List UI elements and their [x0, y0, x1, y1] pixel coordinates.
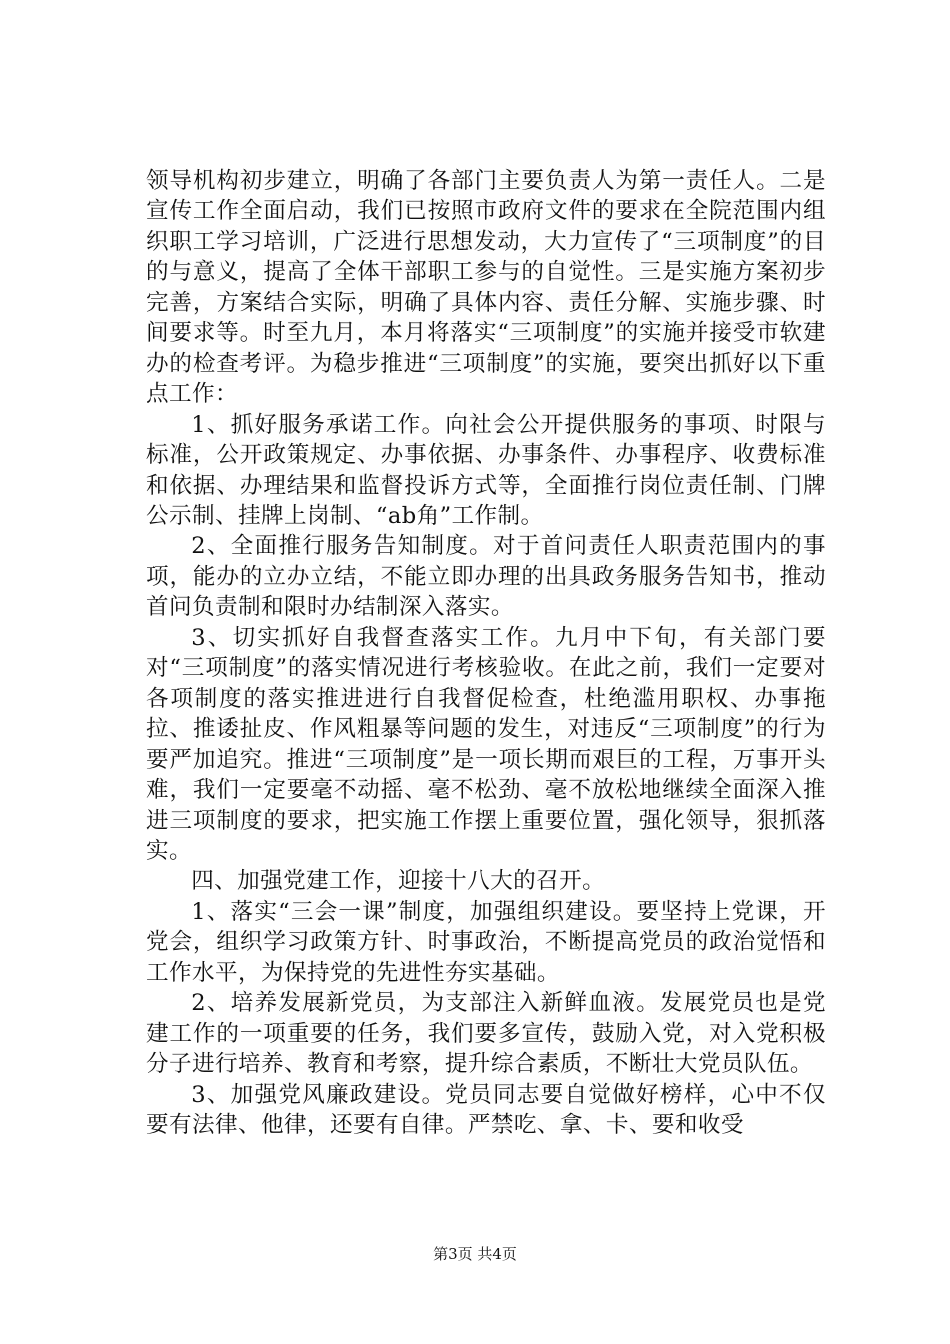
paragraph-4: 3、切实抓好自我督查落实工作。九月中下旬，有关部门要对“三项制度”的落实情况进行考核验收。在此之前，我们一定要对各项制度的落实推进进行自我督促检查，杜绝滥用职权、办事拖拉、推诿扯皮、作风粗暴等问题的发生，对违反“三项制度”的行为要严加追究。推进“三项制度”是一项长期而艰巨的工程，万事开头难，我们一定要毫不动摇、毫不松劲、毫不放松地继续全面深入推进三项制度的要求，把实施工作摆上重要位置，强化领导，狠抓落实。 — [146, 624, 826, 864]
page-number-footer: 第3页 共4页 — [433, 1245, 517, 1263]
paragraph-5: 1、落实“三会一课”制度，加强组织建设。要坚持上党课，开党会，组织学习政策方针、时事政治，不断提高党员的政治觉悟和工作水平，为保持党的先进性夯实基础。 — [146, 898, 826, 986]
paragraph-7: 3、加强党风廉政建设。党员同志要自觉做好榜样，心中不仅要有法律、他律，还要有自律。严禁吃、拿、卡、要和收受 — [146, 1081, 826, 1139]
document-body — [146, 166, 826, 1141]
paragraph-2: 1、抓好服务承诺工作。向社会公开提供服务的事项、时限与标准，公开政策规定、办事依据、办事条件、办事程序、收费标准和依据、办理结果和监督投诉方式等，全面推行岗位责任制、门牌公示制、挂牌上岗制、“ab角”工作制。 — [146, 411, 826, 529]
section-heading: 四、加强党建工作，迎接十八大的召开。 — [191, 868, 606, 895]
paragraph-6: 2、培养发展新党员，为支部注入新鲜血液。发展党员也是党建工作的一项重要的任务，我们要多宣传，鼓励入党，对入党积极分子进行培养、教育和考察，提升综合素质，不断壮大党员队伍。 — [146, 990, 826, 1078]
paragraph-3: 2、全面推行服务告知制度。对于首问责任人职责范围内的事项，能办的立办立结，不能立即办理的出具政务服务告知书，推动首问负责制和限时办结制深入落实。 — [146, 533, 826, 621]
paragraph-1: 领导机构初步建立，明确了各部门主要负责人为第一责任人。二是宣传工作全面启动，我们已按照市政府文件的要求在全院范围内组织职工学习培训，广泛进行思想发动，大力宣传了“三项制度”的目的与意义，提高了全体干部职工参与的自觉性。三是实施方案初步完善，方案结合实际，明确了具体内容、责任分解、实施步骤、时间要求等。时至九月，本月将落实“三项制度”的实施并接受市软建办的检查考评。为稳步推进“三项制度”的实施，要突出抓好以下重点工作： — [146, 168, 826, 408]
